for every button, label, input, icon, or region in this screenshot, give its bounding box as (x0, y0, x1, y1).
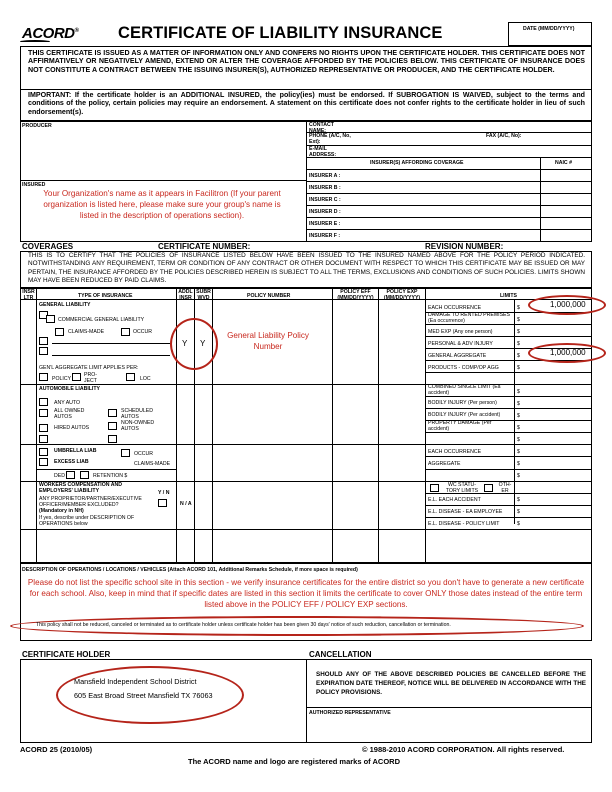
certificate-number-label: CERTIFICATE NUMBER: (158, 242, 251, 251)
holder-name: Mansfield Independent School District (74, 677, 197, 686)
ded-line (36, 469, 176, 470)
gl-project: PRO- JECT (84, 372, 97, 384)
insurer-line-2 (306, 193, 592, 194)
contact-name-label: CONTACT NAME: (309, 122, 334, 134)
table-header-line (20, 299, 592, 300)
important-text: IMPORTANT: If the certificate holder is an ADDITIONAL INSURED, the policy(ies) must be endorsed. If SUBROGATION IS WAIVED, subject to the terms and conditions of the policy, certain policies may require an endorsement. A statement on this certificate does not confer rights to the certificate holder in lieu of such endorsement(s). (28, 91, 585, 116)
type-header: TYPE OF INSURANCE (78, 293, 133, 299)
lim-line (425, 505, 592, 506)
gl-limit-0: EACH OCCURRENCE (428, 305, 482, 311)
copyright: © 1988-2010 ACORD CORPORATION. All rights reserved. (362, 745, 565, 754)
holder-cancel-divider (306, 659, 307, 743)
subr-header: SUBR WVD (196, 289, 211, 301)
wc-limit-0: E.L. EACH ACCIDENT (428, 497, 481, 503)
dollar: $ (517, 389, 520, 395)
wc-statutory-box[interactable] (430, 484, 439, 492)
insurer-line-1 (306, 181, 592, 182)
auto-non-owned: NON-OWNED AUTOS (121, 420, 155, 432)
wc-limit-2: E.L. DISEASE - POLICY LIMIT (428, 521, 500, 527)
auto-any: ANY AUTO (54, 400, 81, 406)
wc-title: WORKERS COMPENSATION AND EMPLOYERS' LIABILITY (39, 482, 122, 494)
auto-limit-2: BODILY INJURY (Per accident) (428, 412, 501, 418)
wc-statutory: WC STATU- TORY LIMITS (445, 482, 479, 494)
form-number: ACORD 25 (2010/05) (20, 745, 93, 754)
coverages-statement: THIS IS TO CERTIFY THAT THE POLICIES OF INSURANCE LISTED BELOW HAVE BEEN ISSUED TO THE INSURED NAMED ABOVE FOR THE POLICY PERIOD INDICATED. NOTWITHSTANDING ANY REQUIREMENT, TERM OR CONDITION OF ANY CONTRACT OR OTHER DOCUMENT WITH RESPECT TO WHICH THIS CERTIFICATE MAY BE ISSUED OR MAY PERTAIN, THE INSURANCE AFFORDED BY THE POLICIES DESCRIBED HEREIN IS SUBJECT TO ALL THE TERMS, EXCLUSIONS AND CONDITIONS OF SUCH POLICIES. LIMITS SHOWN MAY HAVE BEEN REDUCED BY PAID CLAIMS. (28, 252, 585, 285)
dollar: $ (517, 437, 520, 443)
description-label: DESCRIPTION OF OPERATIONS / LOCATIONS / VEHICLES (Attach ACORD 101, Additional Remarks Schedule, if more space is required) (22, 567, 358, 573)
wc-limit-1: E.L. DISEASE - EA EMPLOYEE (428, 509, 503, 515)
lim-line (425, 432, 592, 433)
gl-limit-2: MED EXP (Any one person) (428, 329, 493, 335)
gl-checkbox-3[interactable] (39, 337, 48, 345)
insurer-c: INSURER C : (309, 197, 341, 203)
dollar: $ (517, 401, 520, 407)
excess-liab: EXCESS LIAB (54, 459, 89, 465)
auto-umb-divider (20, 444, 592, 445)
insurer-line-5 (306, 229, 592, 230)
wc-describe: If yes, describe under DESCRIPTION OF OPERATIONS below (39, 515, 135, 527)
wc-mandatory: (Mandatory in NH) (39, 508, 84, 514)
col-eff (332, 288, 333, 563)
dollar: $ (517, 305, 520, 311)
authorized-line (306, 707, 592, 708)
cancellation-text: SHOULD ANY OF THE ABOVE DESCRIBED POLICIES BE CANCELLED BEFORE THE EXPIRATION DATE THEREOF, NOTICE WILL BE DELIVERED IN ACCORDANCE WITH THE POLICY PROVISIONS. (316, 671, 586, 696)
coverages-label: COVERAGES (22, 242, 74, 251)
authorized-label: AUTHORIZED REPRESENTATIVE (309, 710, 391, 716)
notice-text: THIS CERTIFICATE IS ISSUED AS A MATTER OF INFORMATION ONLY AND CONFERS NO RIGHTS UPON THE CERTIFICATE HOLDER. THIS CERTIFICATE DOES NOT AFFIRMATIVELY OR NEGATIVELY AMEND, EXTEND OR ALTER THE COVERAGE AFFORDED BY THE POLICIES BELOW. THIS CERTIFICATE OF INSURANCE DOES NOT CONSTITUTE A CONTRACT BETWEEN THE ISSUING INSURER(S), AUTHORIZED REPRESENTATIVE OR PRODUCER, AND THE CERTIFICATE HOLDER. (28, 49, 585, 74)
ded-box[interactable] (66, 471, 75, 479)
ded-label: DED (54, 473, 65, 479)
wc-yn: Y / N (158, 490, 170, 496)
gl-policy-box[interactable] (39, 373, 48, 381)
email-label: E-MAIL ADDRESS: (309, 146, 337, 158)
gl-policy: POLICY (52, 376, 72, 382)
dollar: $ (517, 509, 520, 515)
insurer-f: INSURER F : (309, 233, 341, 239)
addl-subr-oval (170, 318, 218, 370)
cancel-clause: This policy shall not be reduced, canceled or terminated as to certificate holder unless certificate holder has been given 30 days' notice of such reduction, cancellation or termination. (36, 622, 451, 628)
auto-hired-box[interactable] (39, 424, 48, 432)
gl-limit-3: PERSONAL & ADV INJURY (428, 341, 493, 347)
dollar: $ (517, 341, 520, 347)
excess-box[interactable] (39, 458, 48, 466)
umbrella-occur: OCCUR (134, 451, 154, 457)
umbrella-box[interactable] (39, 448, 48, 456)
gl-commercial: COMMERCIAL GENERAL LIABILITY (58, 317, 145, 323)
policy-eff-header: POLICY EFF (MM/DD/YYYY) (337, 289, 374, 301)
lim-line (425, 408, 592, 409)
gl-occur-box[interactable] (121, 328, 130, 336)
retention-box[interactable] (80, 471, 89, 479)
addl-header: ADDL INSR (178, 289, 193, 301)
policy-exp-header: POLICY EXP (MM/DD/YYYY) (383, 289, 421, 301)
fax-label: FAX (A/C, No): (486, 133, 522, 139)
gl-claims-made: CLAIMS-MADE (68, 329, 105, 335)
col-limits (425, 288, 426, 563)
insurer-e: INSURER E : (309, 221, 341, 227)
gl-project-box[interactable] (72, 373, 81, 381)
acord-logo-text: ACORD (22, 25, 75, 42)
wc-proprietor: ANY PROPRIETOR/PARTNER/EXECUTIVE OFFICER/MEMBER EXCLUDED? (39, 496, 142, 508)
gl-checkbox-4[interactable] (39, 347, 48, 355)
gl-occur: OCCUR (133, 329, 153, 335)
form-title: CERTIFICATE OF LIABILITY INSURANCE (118, 24, 443, 42)
dollar: $ (517, 449, 520, 455)
gl-blank-2 (52, 355, 170, 356)
registered-mark: ® (74, 28, 79, 34)
gl-loc: LOC (140, 376, 151, 382)
lim-line (425, 469, 592, 470)
wc-yn-box[interactable] (158, 499, 167, 507)
auto-all-owned: ALL OWNED AUTOS (54, 408, 85, 420)
lim-line (425, 372, 592, 373)
auto-blank-box-2[interactable] (108, 435, 117, 443)
col-exp (378, 288, 379, 563)
date-label: DATE (MM/DD/YYYY) (523, 26, 575, 32)
date-box[interactable] (508, 22, 592, 46)
gl-addl-insr: Y (182, 339, 188, 348)
lim-line (425, 456, 592, 457)
insurer-b: INSURER B : (309, 185, 341, 191)
umbrella-occur-box[interactable] (121, 449, 130, 457)
umb-limit-0: EACH OCCURRENCE (428, 449, 482, 455)
revision-number-label: REVISION NUMBER: (425, 242, 504, 251)
insurer-a: INSURER A : (309, 173, 341, 179)
auto-hired: HIRED AUTOS (54, 425, 90, 431)
wc-other: OTH- ER (498, 482, 512, 494)
lim-line (425, 517, 592, 518)
general-aggregate-value: 1,000,000 (550, 348, 586, 357)
insurers-header: INSURER(S) AFFORDING COVERAGE (370, 160, 464, 166)
dollar: $ (517, 461, 520, 467)
producer-insured-divider (20, 180, 306, 181)
auto-limit-0: COMBINED SINGLE LIMIT (Ea accident) (428, 384, 501, 396)
gl-limit-1: DAMAGE TO RENTED PREMISES (Ea occurrence) (428, 312, 510, 324)
gl-limit-5: PRODUCTS - COMP/OP AGG (428, 365, 499, 371)
auto-limit-3: PROPERTY DAMAGE (Per accident) (428, 420, 492, 432)
auto-blank-box-1[interactable] (39, 435, 48, 443)
description-instruction: Please do not list the specific school site in this section - we verify insurance certificates for the entire district so you don't have to generate a new certificate for each school. Also, keep in mind that if specific dates are listed in this section it limits the certificate to cover ONLY those dates instead of the entire term listed above in the POLICY EFF / POLICY EXP sections. (27, 578, 585, 609)
auto-limit-1: BODILY INJURY (Per person) (428, 400, 497, 406)
gl-loc-box[interactable] (126, 373, 135, 381)
dollar: $ (517, 365, 520, 371)
dollar: $ (517, 521, 520, 527)
col-insr (36, 288, 37, 563)
acord-logo-swoosh (20, 40, 50, 43)
dollar: $ (517, 353, 520, 359)
auto-scheduled: SCHEDULED AUTOS (121, 408, 153, 420)
dollar: $ (517, 473, 520, 479)
retention-label: RETENTION $ (93, 473, 128, 479)
gl-aggregate-applies: GEN'L AGGREGATE LIMIT APPLIES PER: (39, 365, 139, 371)
gl-subr-wvd: Y (200, 339, 206, 348)
insr-ltr-header: INSR LTR (22, 289, 35, 301)
limits-header: LIMITS (500, 293, 518, 299)
naic-header: NAIC # (555, 160, 573, 166)
gl-policy-number-note: General Liability Policy Number (227, 331, 309, 351)
dollar: $ (517, 329, 520, 335)
dollar: $ (517, 497, 520, 503)
contact-line-2 (306, 145, 592, 146)
gl-checkbox-commercial[interactable] (46, 315, 55, 323)
policy-number-header: POLICY NUMBER (247, 293, 291, 299)
auto-any-box[interactable] (39, 398, 48, 406)
registered-marks: The ACORD name and logo are registered marks of ACORD (188, 757, 400, 766)
col-limit-val (514, 299, 515, 524)
wc-other-box[interactable] (484, 484, 493, 492)
phone-label: PHONE (A/C, No, Ext): (309, 133, 351, 145)
insured-instruction: Your Organization's name as it appears in Facilitron (If your parent organization is listed here, please make sure your group's name is listed in the description of operations section). (43, 189, 281, 220)
auto-all-owned-box[interactable] (39, 409, 48, 417)
insurer-d: INSURER D : (309, 209, 341, 215)
gl-limit-4: GENERAL AGGREGATE (428, 353, 487, 359)
dollar: $ (517, 317, 520, 323)
producer-label: PRODUCER (22, 123, 52, 129)
insurer-line-0 (306, 169, 592, 170)
wc-blank-divider (20, 529, 592, 530)
umbrella-liab: UMBRELLA LIAB (54, 448, 97, 454)
auto-non-owned-box[interactable] (108, 422, 117, 430)
gl-title: GENERAL LIABILITY (39, 302, 91, 308)
dollar: $ (517, 425, 520, 431)
insured-label: INSURED (22, 182, 46, 188)
each-occurrence-value: 1,000,000 (550, 300, 586, 309)
auto-scheduled-box[interactable] (108, 409, 117, 417)
contact-line-3 (306, 157, 592, 158)
gl-claims-made-box[interactable] (55, 328, 64, 336)
lim-line (425, 336, 592, 337)
insurer-line-3 (306, 205, 592, 206)
umb-limit-1: AGGREGATE (428, 461, 461, 467)
dollar: $ (517, 413, 520, 419)
lim-line (425, 324, 592, 325)
notice-divider (20, 89, 592, 90)
auto-title: AUTOMOBILE LIABILITY (39, 386, 100, 392)
lim-line (425, 396, 592, 397)
umbrella-claims-made: CLAIMS-MADE (134, 461, 171, 467)
holder-address: 605 East Broad Street Mansfield TX 76063 (74, 691, 213, 700)
gl-blank-1 (52, 343, 170, 344)
cancellation-label: CANCELLATION (309, 650, 372, 659)
certificate-holder-label: CERTIFICATE HOLDER (22, 650, 111, 659)
wc-na: N / A (180, 501, 192, 507)
insurer-line-4 (306, 217, 592, 218)
